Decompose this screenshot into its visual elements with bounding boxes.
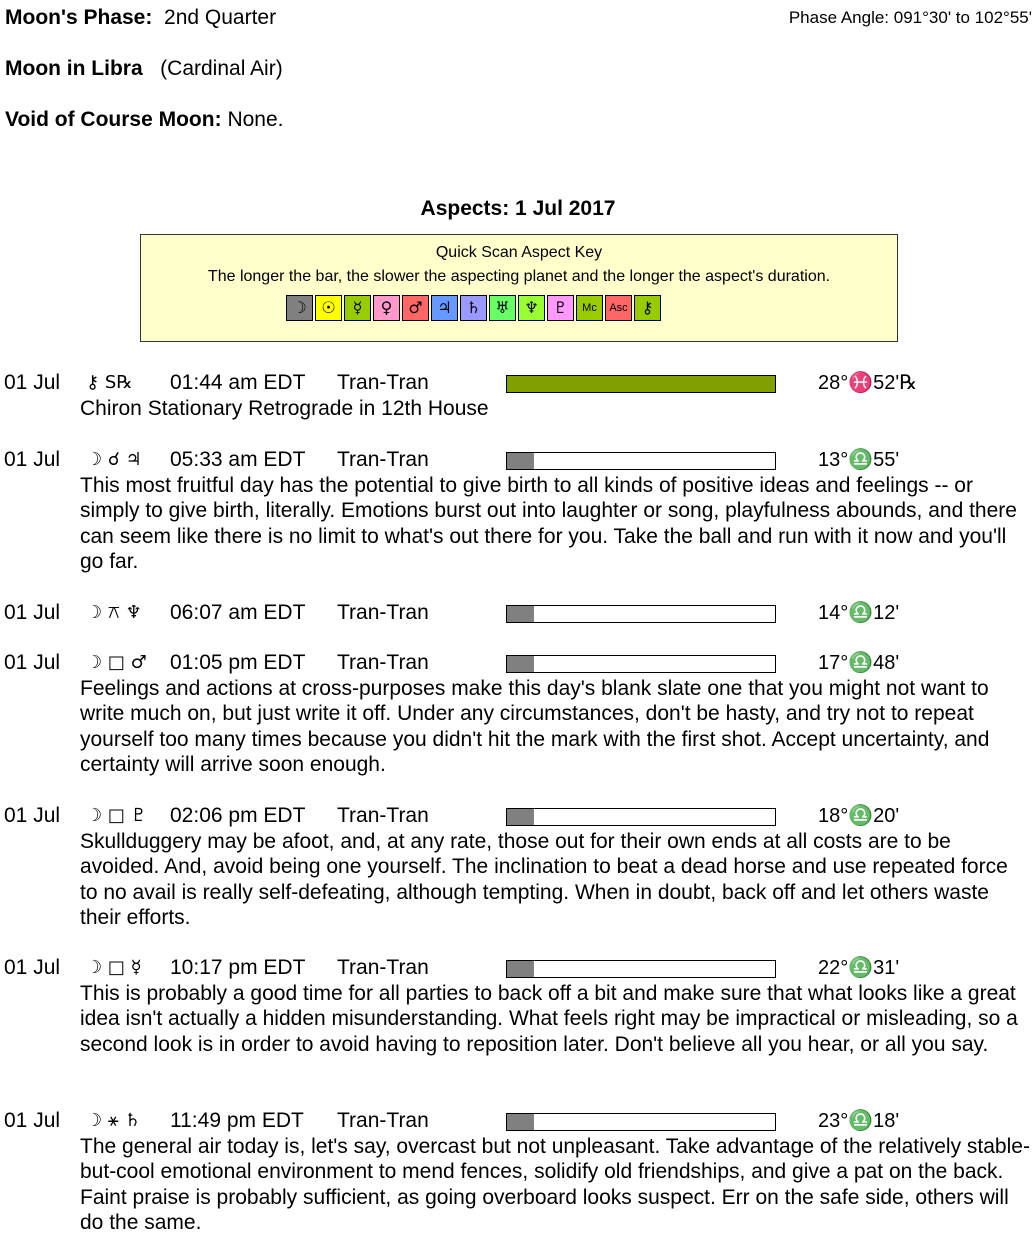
aspect-entry [0,447,1036,573]
aspect-date: 01 Jul [4,804,61,827]
aspect-description: The general air today is, let's say, overcast but not unpleasant. Take advantage of the relatively stable-but-cool emotional environment to mend fences, solidify old friendships, and give a pat on the back. Faint praise is probably sufficient, as going overboard looks suspect. Err on the safe side, others will do the same. [80,1135,1030,1234]
moon-sign-label: Moon in Libra [5,57,143,80]
moon-key-icon: ☽ [286,295,313,321]
aspect-time: 05:33 am EDT [170,448,306,471]
moon-phase-line [5,6,276,30]
aspect-type: Tran-Tran [337,601,429,624]
aspect-degree: 17°♎48' [818,652,900,674]
sun-key-icon: ☉ [315,295,342,321]
aspect-row [0,447,1036,473]
aspect-time: 10:17 pm EDT [170,956,306,979]
venus-key-icon: ♀ [373,295,400,321]
duration-bar [506,808,776,826]
aspect-time: 11:49 pm EDT [170,1109,304,1132]
aspect-time: 01:05 pm EDT [170,651,306,674]
aspect-key-subtitle: The longer the bar, the slower the aspecting planet and the longer the aspect's duration. [207,268,831,285]
moon-phase-value: 2nd Quarter [164,6,277,29]
aspect-degree: 23°♎18' [818,1110,900,1132]
voc-label: Void of Course Moon: [5,108,222,131]
aspect-description: Skullduggery may be afoot, and, at any rate, those out for their own ends at all costs are to be avoided. And, avoid being one yourself. The inclination to beat a dead horse and use repeated force to no avail is really self-defeating, although tempting. When in doubt, back off and let others waste their efforts. [80,830,1008,929]
duration-bar [506,1113,776,1131]
midheaven-key-icon: Mc [576,295,603,321]
aspect-degree: 14°♎12' [818,602,900,624]
duration-bar [506,605,776,623]
uranus-key-icon: ♅ [489,295,516,321]
aspect-type: Tran-Tran [337,804,429,827]
aspect-date: 01 Jul [4,651,61,674]
duration-bar [506,960,776,978]
duration-bar-fill [507,961,534,977]
aspect-key-title: Quick Scan Aspect Key [435,244,603,261]
aspect-row [0,955,1036,981]
aspect-glyph-icon: ☽ ⚻ ♆ [86,602,142,623]
duration-bar-fill [507,453,534,469]
aspect-description: This most fruitful day has the potential to give birth to all kinds of positive ideas and feelings -- or simply to give birth, literally. Emotions burst out into laughter or song, playfulness abounds, and there can seem like there is no limit to what's out there for you. Take the ball and run with it now and you'll go far. [80,474,1017,573]
duration-bar-fill [507,809,534,825]
aspect-date: 01 Jul [4,1109,61,1132]
aspect-description: Chiron Stationary Retrograde in 12th House [80,397,489,420]
aspect-row [0,1108,1036,1134]
duration-bar [506,452,776,470]
aspect-row [0,650,1036,676]
aspect-degree: 13°♎55' [818,449,900,471]
aspect-entry [0,370,1036,420]
aspect-time: 02:06 pm EDT [170,804,306,827]
aspect-key-box [140,234,898,342]
aspect-row [0,600,1036,626]
aspect-entry [0,650,1036,776]
aspect-degree: 28°♓52'℞ [818,372,918,394]
neptune-key-icon: ♆ [518,295,545,321]
aspect-key-row [286,295,663,321]
aspect-glyph-icon: ⚷ S℞ [86,372,133,393]
aspect-entry [0,1108,1036,1234]
aspect-row [0,370,1036,396]
aspect-type: Tran-Tran [337,651,429,674]
saturn-key-icon: ♄ [460,295,487,321]
duration-bar [506,375,776,393]
chiron-key-icon: ⚷ [634,295,661,321]
jupiter-key-icon: ♃ [431,295,458,321]
voc-value: None. [227,108,284,131]
aspect-row [0,803,1036,829]
aspect-type: Tran-Tran [337,448,429,471]
aspect-date: 01 Jul [4,956,61,979]
aspect-entry [0,803,1036,929]
aspect-date: 01 Jul [4,601,61,624]
aspect-time: 01:44 am EDT [170,371,306,394]
aspect-description: Feelings and actions at cross-purposes make this day's blank slate one that you might not want to write much on, but just write it off. Under any circumstances, don't be hasty, and try not to repeat yourself too many times because you didn't hit the mark with the first shot. Accept uncertainty, and certainty will arrive soon enough. [80,677,990,776]
aspect-glyph-icon: ☽ □ ☿ [86,957,142,978]
moon-phase-label: Moon's Phase: [5,6,153,29]
moon-sign-line [5,57,283,81]
aspect-degree: 22°♎31' [818,957,900,979]
moon-sign-value: (Cardinal Air) [160,57,283,80]
aspect-type: Tran-Tran [337,1109,429,1132]
aspect-glyph-icon: ☽ □ ♂ [86,652,147,673]
duration-bar-fill [507,656,534,672]
pluto-key-icon: ♇ [547,295,574,321]
aspect-entry [0,600,1036,626]
aspect-entry [0,955,1036,1056]
aspect-type: Tran-Tran [337,956,429,979]
aspect-time: 06:07 am EDT [170,601,306,624]
duration-bar-fill [507,606,534,622]
mercury-key-icon: ☿ [344,295,371,321]
duration-bar-fill [507,376,775,392]
void-of-course-line [5,108,283,132]
aspect-glyph-icon: ☽ ⚹ ♄ [86,1110,141,1131]
aspect-type: Tran-Tran [337,371,429,394]
ascendant-key-icon: Asc [605,295,632,321]
aspects-title: Aspects: 1 Jul 2017 [420,197,616,220]
duration-bar [506,655,776,673]
aspect-glyph-icon: ☽ □ ♇ [86,805,147,826]
aspect-date: 01 Jul [4,448,61,471]
mars-key-icon: ♂ [402,295,429,321]
duration-bar-fill [507,1114,534,1130]
aspect-date: 01 Jul [4,371,61,394]
aspect-description: This is probably a good time for all parties to back off a bit and make sure that what looks like a great idea isn't actually a hidden misunderstanding. What feels right may be impractical or misleading, so a second look is in order to avoid having to reposition later. Don't believe all you hear, or all you say. [80,982,1018,1056]
phase-angle: Phase Angle: 091°30' to 102°55' [788,8,1032,27]
aspect-glyph-icon: ☽ ☌ ♃ [86,449,142,470]
aspect-degree: 18°♎20' [818,805,900,827]
